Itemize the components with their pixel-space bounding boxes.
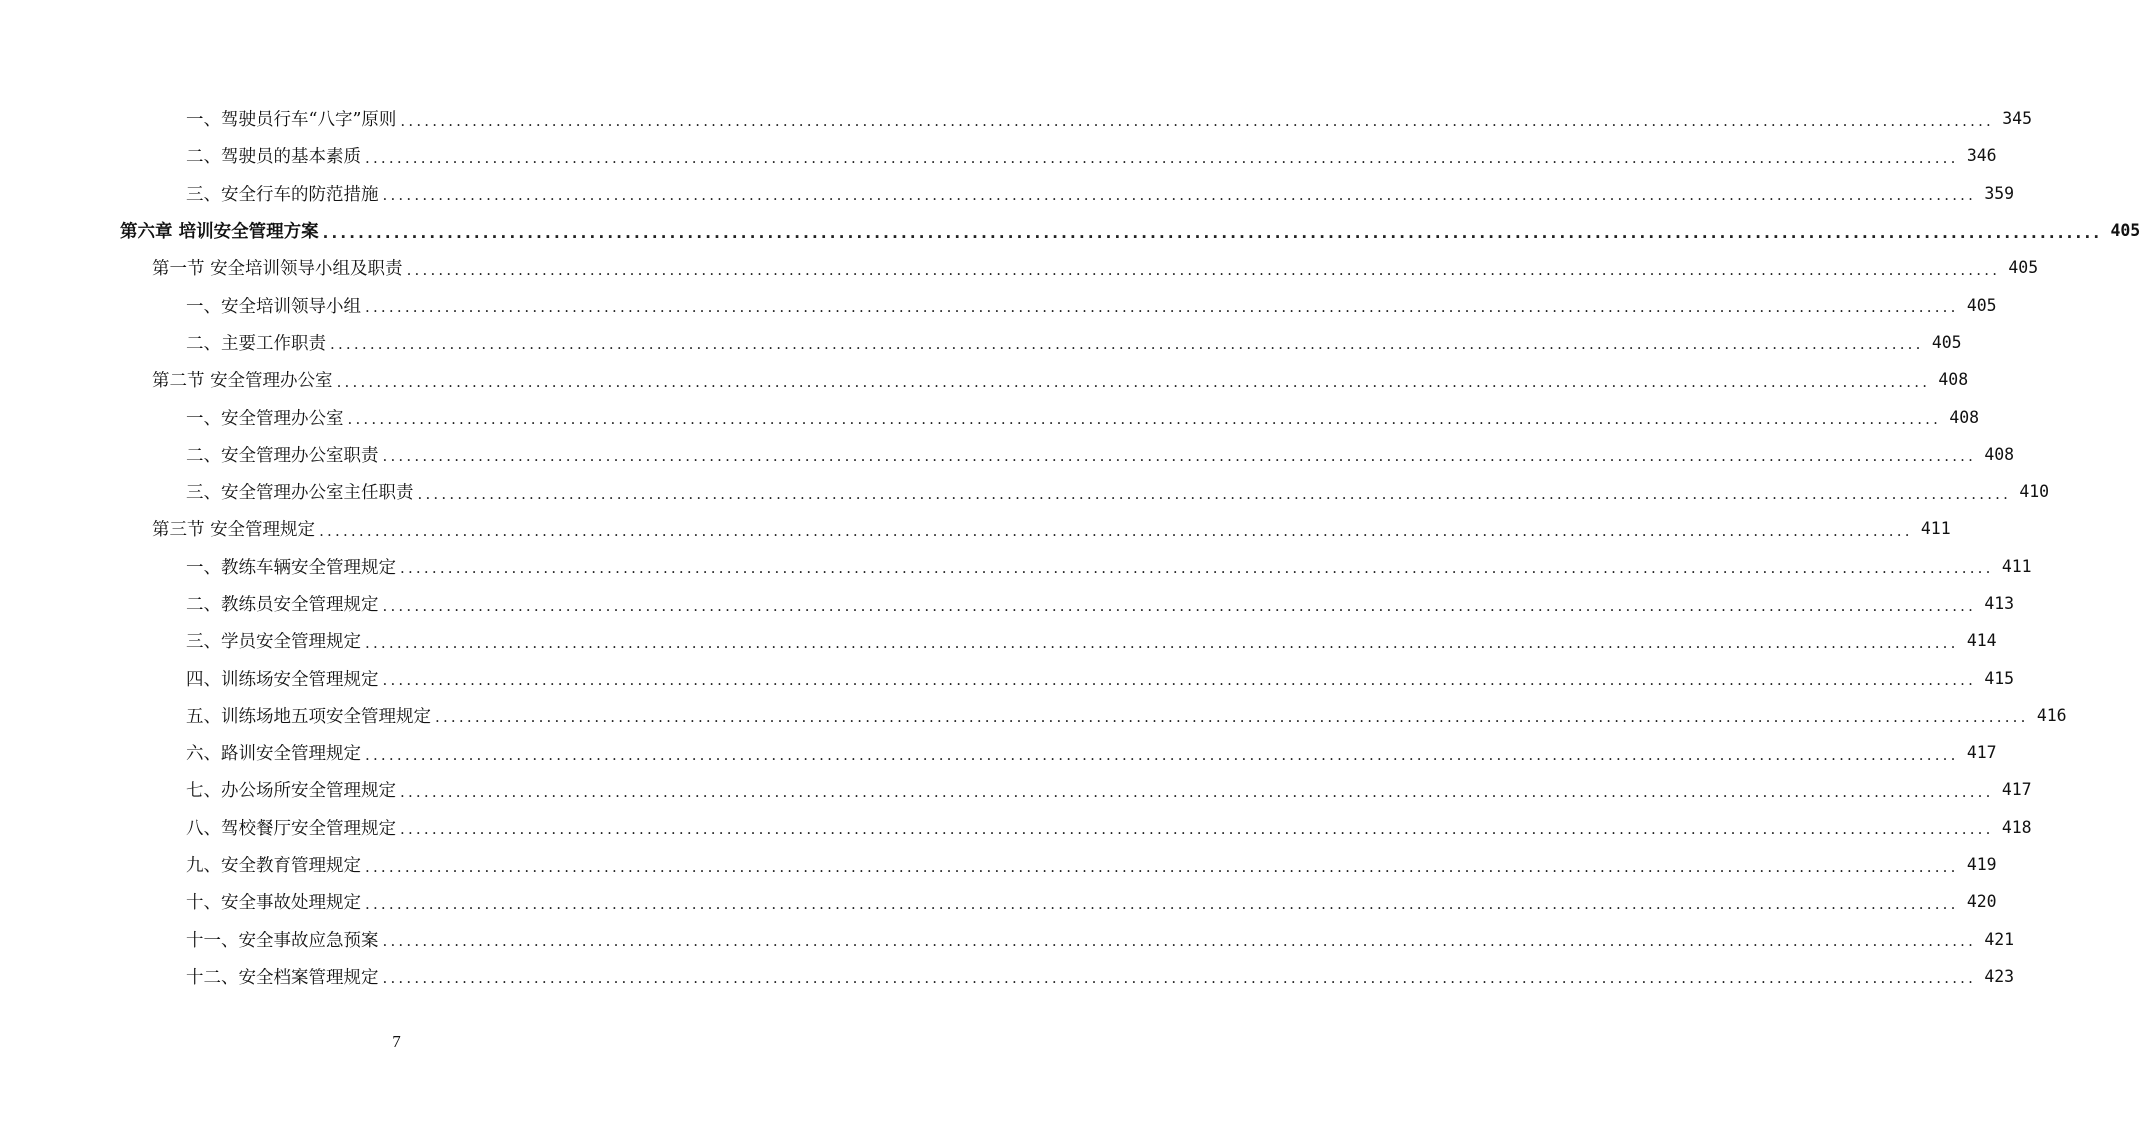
toc-dot-leader: ........................................................................................................................................................................................................ bbox=[382, 671, 1977, 690]
toc-dot-leader: ........................................................................................................................................................................................................ bbox=[365, 633, 1959, 652]
toc-entry-content bbox=[186, 889, 1997, 914]
toc-dot-leader: ........................................................................................................................................................................................................ bbox=[417, 484, 2012, 503]
toc-entry-page: 418 bbox=[2001, 817, 2032, 837]
toc-entry[interactable] bbox=[0, 212, 2140, 249]
toc-entry[interactable] bbox=[0, 659, 2015, 696]
toc-entry-page: 414 bbox=[1966, 631, 1997, 651]
toc-entry-title: 三、安全行车的防范措施 bbox=[186, 184, 379, 205]
toc-entry-content bbox=[186, 479, 2050, 504]
toc-entry[interactable] bbox=[0, 734, 1997, 771]
toc-dot-leader: ........................................................................................................................................................................................................ bbox=[319, 521, 1913, 540]
toc-entry-title: 十一、安全事故应急预案 bbox=[186, 930, 379, 951]
toc-dot-leader: ........................................................................................................................................................................................................ bbox=[365, 298, 1959, 317]
toc-entry-content bbox=[186, 740, 1997, 765]
toc-entry-content bbox=[186, 666, 2015, 691]
toc-dot-leader: ........................................................................................................................................................................................................ bbox=[336, 372, 1931, 391]
toc-entry-content bbox=[186, 293, 1997, 318]
toc-entry[interactable] bbox=[0, 436, 2015, 473]
toc-entry[interactable] bbox=[0, 921, 2015, 958]
toc-entry-title: 十二、安全档案管理规定 bbox=[186, 967, 379, 988]
toc-entry-content bbox=[186, 554, 2032, 579]
toc-entry-content bbox=[186, 777, 2032, 802]
toc-entry-page: 411 bbox=[1920, 519, 1951, 539]
toc-dot-leader: ........................................................................................................................................................................................................ bbox=[435, 708, 2029, 727]
toc-entry-page: 405 bbox=[2008, 258, 2039, 278]
toc-entry-content bbox=[152, 367, 1969, 392]
toc-entry-content bbox=[186, 143, 1997, 168]
toc-entry-title: 一、安全管理办公室 bbox=[186, 408, 344, 429]
toc-entry[interactable] bbox=[0, 324, 1962, 361]
toc-entry-title: 五、训练场地五项安全管理规定 bbox=[186, 706, 431, 727]
toc-entry-title: 四、训练场安全管理规定 bbox=[186, 669, 379, 690]
toc-dot-leader: ........................................................................................................................................................................................................ bbox=[400, 820, 1994, 839]
toc-entry-content bbox=[186, 703, 2067, 728]
toc-entry[interactable] bbox=[0, 622, 1997, 659]
toc-dot-leader: ........................................................................................................................................................................................................ bbox=[347, 410, 1942, 429]
toc-entry-page: 420 bbox=[1966, 892, 1997, 912]
toc-entry-content bbox=[186, 405, 1980, 430]
toc-entry-content bbox=[186, 330, 1962, 355]
toc-dot-leader: ........................................................................................................................................................................................................ bbox=[365, 894, 1959, 913]
toc-entry-title: 七、办公场所安全管理规定 bbox=[186, 781, 396, 802]
toc-entry-title: 二、驾驶员的基本素质 bbox=[186, 147, 361, 168]
toc-entry-page: 359 bbox=[1984, 183, 2015, 203]
toc-entry[interactable] bbox=[0, 585, 2015, 622]
toc-entry-title: 二、主要工作职责 bbox=[186, 333, 326, 354]
toc-entry[interactable] bbox=[0, 771, 2032, 808]
toc-entry[interactable] bbox=[0, 249, 2039, 286]
toc-dot-leader: ........................................................................................................................................................................................................ bbox=[365, 745, 1959, 764]
toc-entry-page: 419 bbox=[1966, 855, 1997, 875]
toc-entry-title: 三、学员安全管理规定 bbox=[186, 632, 361, 653]
toc-entry-page: 421 bbox=[1984, 929, 2015, 949]
toc-entry[interactable] bbox=[0, 883, 1997, 920]
toc-entry[interactable] bbox=[0, 175, 2015, 212]
toc-dot-leader: ........................................................................................................................................................................................................ bbox=[322, 223, 2103, 242]
toc-entry-title: 一、驾驶员行车“八字”原则 bbox=[186, 110, 397, 131]
toc-entry-title: 八、驾校餐厅安全管理规定 bbox=[186, 818, 396, 839]
toc-dot-leader: ........................................................................................................................................................................................................ bbox=[382, 186, 1977, 205]
toc-dot-leader: ........................................................................................................................................................................................................ bbox=[382, 969, 1977, 988]
toc-entry-content bbox=[186, 852, 1997, 877]
toc-entry-content bbox=[186, 106, 2033, 131]
toc-dot-leader: ........................................................................................................................................................................................................ bbox=[406, 260, 2001, 279]
toc-entry-page: 416 bbox=[2036, 705, 2067, 725]
toc-entry-page: 405 bbox=[1966, 295, 1997, 315]
toc-dot-leader: ........................................................................................................................................................................................................ bbox=[400, 111, 1995, 130]
toc-entry-title: 九、安全教育管理规定 bbox=[186, 856, 361, 877]
toc-entry-title: 六、路训安全管理规定 bbox=[186, 744, 361, 765]
toc-entry-title: 二、教练员安全管理规定 bbox=[186, 595, 379, 615]
toc-entry-title: 一、安全培训领导小组 bbox=[186, 296, 361, 317]
toc-entry[interactable] bbox=[0, 100, 2033, 137]
toc-entry[interactable] bbox=[0, 398, 1980, 435]
toc-dot-leader: ........................................................................................................................................................................................................ bbox=[400, 559, 1994, 578]
toc-dot-leader: ........................................................................................................................................................................................................ bbox=[365, 148, 1959, 167]
toc-entry[interactable] bbox=[0, 809, 2032, 846]
toc-entry-page: 346 bbox=[1966, 146, 1997, 166]
toc-entry-title: 十、安全事故处理规定 bbox=[186, 893, 361, 914]
toc-entry-content bbox=[186, 181, 2015, 206]
toc-entry-title: 二、安全管理办公室职责 bbox=[186, 445, 379, 466]
toc-entry-page: 415 bbox=[1984, 668, 2015, 688]
toc-entry[interactable] bbox=[0, 137, 1997, 174]
toc-entry-content bbox=[186, 628, 1997, 653]
toc-dot-leader: ........................................................................................................................................................................................................ bbox=[382, 596, 1977, 615]
toc-entry-content bbox=[186, 591, 2015, 616]
toc-entry[interactable] bbox=[0, 846, 1997, 883]
toc-entry[interactable] bbox=[0, 361, 1969, 398]
toc-entry-content bbox=[186, 815, 2032, 840]
toc-entry-page: 405 bbox=[2110, 221, 2140, 241]
toc-dot-leader: ........................................................................................................................................................................................................ bbox=[382, 447, 1977, 466]
toc-dot-leader: ........................................................................................................................................................................................................ bbox=[365, 857, 1959, 876]
toc-entry-content bbox=[152, 516, 1951, 541]
toc-entry-content bbox=[186, 964, 2015, 989]
toc-dot-leader: ........................................................................................................................................................................................................ bbox=[382, 932, 1977, 951]
toc-entry-content bbox=[152, 255, 2039, 280]
toc-entry[interactable] bbox=[0, 697, 2067, 734]
toc-entry-title: 一、教练车辆安全管理规定 bbox=[186, 557, 396, 578]
page-number: 7 bbox=[392, 1032, 401, 1051]
toc-entry-page: 410 bbox=[2019, 482, 2050, 502]
toc-entry-page: 408 bbox=[1938, 370, 1969, 390]
table-of-contents bbox=[0, 100, 2140, 995]
toc-entry[interactable] bbox=[0, 548, 2032, 585]
toc-entry-title: 第六章 培训安全管理方案 bbox=[120, 222, 319, 243]
toc-entry-page: 417 bbox=[1966, 743, 1997, 763]
toc-entry[interactable] bbox=[0, 286, 1997, 323]
toc-entry-page: 408 bbox=[1949, 407, 1980, 427]
toc-entry-title: 三、安全管理办公室主任职责 bbox=[186, 483, 414, 504]
toc-entry-page: 423 bbox=[1984, 966, 2015, 986]
toc-dot-leader: ........................................................................................................................................................................................................ bbox=[330, 335, 1924, 354]
toc-entry[interactable] bbox=[0, 510, 1951, 547]
toc-entry-content bbox=[120, 218, 2140, 243]
toc-entry-content bbox=[186, 927, 2015, 952]
toc-dot-leader: ........................................................................................................................................................................................................ bbox=[400, 782, 1994, 801]
toc-entry-content bbox=[186, 442, 2015, 467]
toc-entry-title: 第一节 安全培训领导小组及职责 bbox=[152, 259, 403, 280]
toc-entry-page: 345 bbox=[2002, 109, 2033, 129]
toc-entry-page: 405 bbox=[1931, 332, 1962, 352]
toc-entry-page: 411 bbox=[2001, 556, 2032, 576]
toc-entry-title: 第三节 安全管理规定 bbox=[152, 520, 316, 541]
toc-entry[interactable] bbox=[0, 473, 2050, 510]
toc-entry-page: 413 bbox=[1984, 594, 2015, 613]
toc-entry-page: 417 bbox=[2001, 780, 2032, 800]
toc-entry-page: 408 bbox=[1984, 444, 2015, 464]
toc-entry-title: 第二节 安全管理办公室 bbox=[152, 371, 333, 392]
toc-entry[interactable] bbox=[0, 958, 2015, 995]
